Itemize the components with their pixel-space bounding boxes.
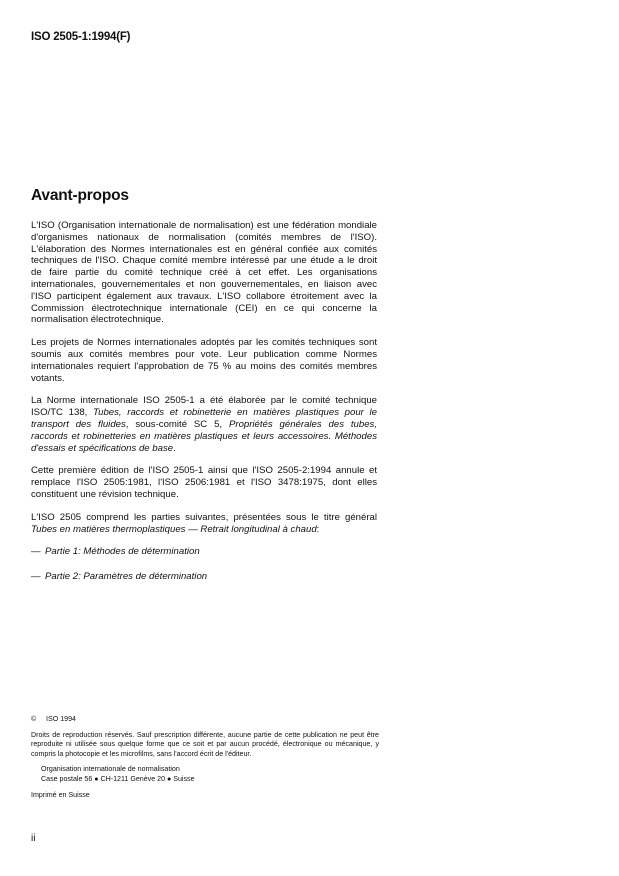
publisher-name: Organisation internationale de normalisation: [41, 765, 180, 774]
committee-sc-title: Propriétés générales des tubes, raccords et robinetteries en matières plastiques et leurs accessoires. Méthodes d'essais et spécifications de base: [31, 418, 378, 454]
paragraph-voting: Les projets de Normes internationales adoptés par les comités techniques sont soumis aux comités membres pour vote. Leur publication comme Normes internationales requiert l'approbation de 75 % au moins des comités membres votants.: [31, 337, 377, 384]
list-item: [31, 546, 377, 558]
list-item: [31, 571, 377, 583]
list-item-text: Partie 1: Méthodes de détermination: [45, 546, 200, 558]
committee-text-1: La Norme internationale ISO 2505-1 a été élaborée par le comité technique ISO/TC 138,: [31, 395, 377, 419]
publisher-address: [41, 765, 379, 784]
parts-intro-colon: :: [316, 523, 320, 535]
parts-intro-text: L'ISO 2505 comprend les parties suivantes, présentées sous le titre général: [31, 511, 377, 523]
parts-general-title: Tubes en matières thermoplastiques — Retrait longitudinal à chaud: [31, 523, 317, 535]
page-title: Avant-propos: [31, 187, 129, 204]
committee-tc-title: Tubes, raccords et robinetterie en matières plastiques pour le transport des fluides: [31, 407, 377, 430]
paragraph-parts-intro: [31, 512, 377, 536]
paragraph-committee: [31, 395, 377, 454]
list-dash: —: [31, 571, 41, 583]
copyright-symbol: ©: [31, 715, 37, 723]
list-item-text: Partie 2: Paramètres de détermination: [45, 571, 208, 583]
page-number: ii: [31, 833, 36, 844]
copyright-line: [31, 715, 379, 725]
copyright-text: ISO 1994: [46, 715, 76, 723]
copyright-footer: [31, 715, 379, 800]
postal-address: Case postale 56 ● CH-1211 Genève 20 ● Suisse: [41, 774, 195, 783]
printed-in: Imprimé en Suisse: [31, 790, 90, 799]
paragraph-iso-intro: L'ISO (Organisation internationale de normalisation) est une fédération mondiale d'organismes nationaux de normalisation (comités membres de l'ISO). L'élaboration des Normes internationales est en général confiée aux comités techniques de l'ISO. Chaque comité membre intéressé par une étude a le droit de faire partie du comité technique créé à cet effet. Les organisations internationales, gouvernementales et non gouvernementales, en liaison avec l'ISO participent également aux travaux. L'ISO collabore étroitement avec la Commission électrotechnique internationale (CEI) en ce qui concerne la normalisation électrotechnique.: [31, 220, 377, 326]
document-id-header: ISO 2505-1:1994(F): [31, 31, 131, 43]
paragraph-edition: Cette première édition de l'ISO 2505-1 ainsi que l'ISO 2505-2:1994 annule et remplace l'ISO 2505:1981, l'ISO 2506:1981 et l'ISO 3478:1975, dont elles constituent une révision technique.: [31, 465, 377, 500]
committee-text-2: , sous-comité SC 5,: [125, 418, 229, 430]
list-dash: —: [31, 546, 41, 558]
rights-notice: Droits de reproduction réservés. Sauf prescription différente, aucune partie de cette publication ne peut être reproduite ni utilisée sous quelque forme que ce soit et par aucun procédé, électronique ou mécanique, y compris la photocopie et les microfilms, sans l'accord écrit de l'éditeur.: [31, 730, 379, 758]
foreword-body: [31, 220, 377, 596]
committee-text-3: .: [173, 442, 176, 454]
